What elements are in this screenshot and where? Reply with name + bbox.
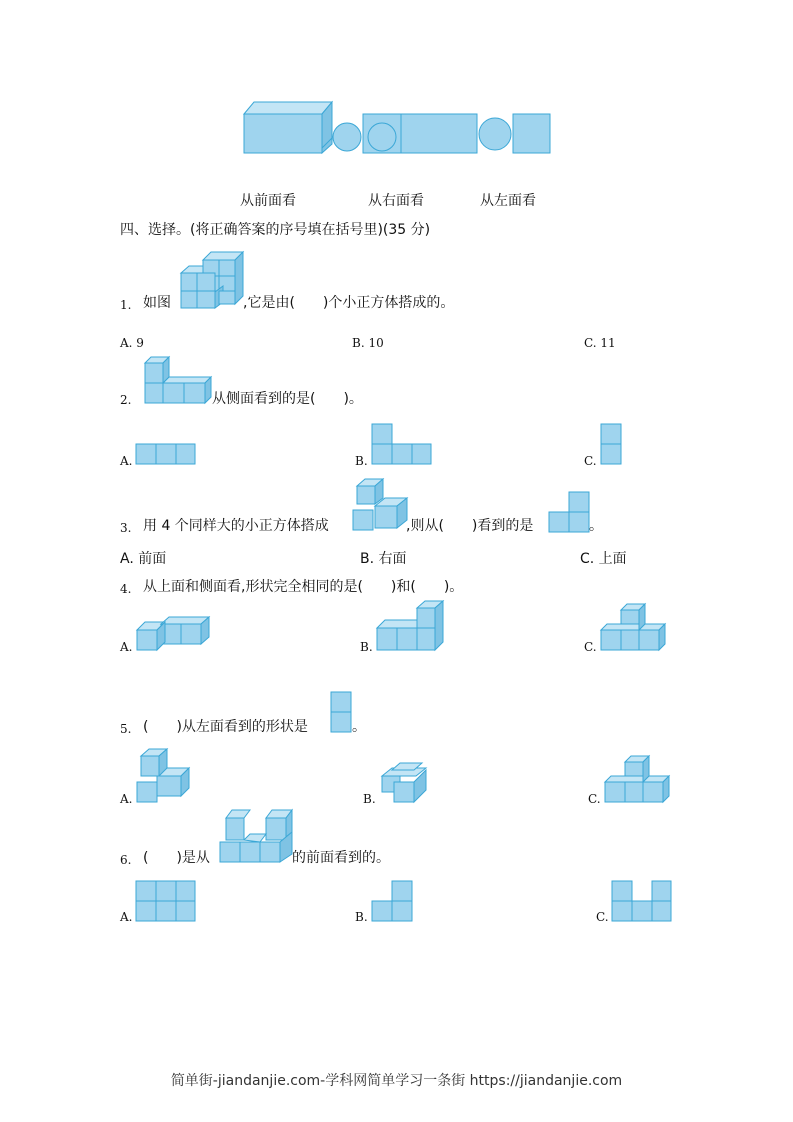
view-label-right: 从右面看 [368,193,424,209]
q2-option-a[interactable]: A. [120,454,133,468]
q3-text-mid: ,则从( )看到的是 [406,518,534,534]
q4-number: 4. [120,582,132,596]
q3-text-pre: 用 4 个同样大的小正方体搭成 [143,518,329,534]
q6-option-c-figure[interactable] [611,880,673,923]
q2-cube-figure [143,355,213,407]
q3-cube-figure [351,478,409,534]
q5-text-end: 。 [352,719,366,735]
page-footer: 简单街-jiandanjie.com-学科网简单学习一条街 https://jiandanjie.com [170,1073,623,1089]
q5-number: 5. [120,722,132,736]
q4-option-b-figure[interactable] [375,600,445,654]
q5-view-figure [330,691,354,735]
q6-option-c[interactable]: C. [596,910,609,924]
q1-option-b[interactable]: B. 10 [352,336,384,350]
q3-option-c[interactable]: C. 上面 [580,551,627,567]
q1-option-a[interactable]: A. 9 [120,336,144,350]
q2-number: 2. [120,393,132,407]
q4-option-a[interactable]: A. [120,640,133,654]
view-label-front: 从前面看 [240,193,296,209]
q5-option-c-figure[interactable] [603,754,673,806]
q6-cube-figure [218,808,296,866]
q1-option-c[interactable]: C. 11 [584,336,616,350]
q6-option-b[interactable]: B. [355,910,368,924]
q6-option-b-figure[interactable] [371,880,415,923]
q3-number: 3. [120,521,132,535]
q2-option-a-figure[interactable] [135,443,197,465]
q3-option-b[interactable]: B. 右面 [360,551,407,567]
q2-text: 从侧面看到的是( )。 [212,391,363,407]
q2-option-c-figure[interactable] [600,423,622,465]
view-label-left: 从左面看 [480,193,536,209]
q2-option-b[interactable]: B. [355,454,368,468]
q1-cube-figure [175,248,247,310]
q5-option-a-figure[interactable] [135,748,193,806]
q1-number: 1. [120,298,132,312]
q4-option-a-figure[interactable] [135,616,213,654]
q6-option-a[interactable]: A. [120,910,133,924]
q2-option-c[interactable]: C. [584,454,597,468]
q3-text-end: 。 [589,518,603,534]
top-views-figure [240,98,555,158]
q5-text-pre: ( )从左面看到的形状是 [143,719,308,735]
q5-option-a[interactable]: A. [120,792,133,806]
q3-option-a[interactable]: A. 前面 [120,551,167,567]
q5-option-b-figure[interactable] [378,762,430,806]
q4-option-b[interactable]: B. [360,640,373,654]
q4-text: 从上面和侧面看,形状完全相同的是( )和( )。 [143,579,464,595]
q4-option-c[interactable]: C. [584,640,597,654]
q2-option-b-figure[interactable] [371,423,433,465]
q6-text-post: 的前面看到的。 [292,850,390,866]
q1-text-pre: 如图 [143,295,171,311]
q3-view-figure [548,491,590,533]
q5-option-b[interactable]: B. [363,792,376,806]
q6-text-pre: ( )是从 [143,850,210,866]
q4-option-c-figure[interactable] [599,602,669,654]
q6-option-a-figure[interactable] [135,880,197,923]
q1-text-post: ,它是由( )个小正方体搭成的。 [243,295,455,311]
section-title: 四、选择。(将正确答案的序号填在括号里)(35 分) [120,222,431,238]
q5-option-c[interactable]: C. [588,792,601,806]
q6-number: 6. [120,853,132,867]
